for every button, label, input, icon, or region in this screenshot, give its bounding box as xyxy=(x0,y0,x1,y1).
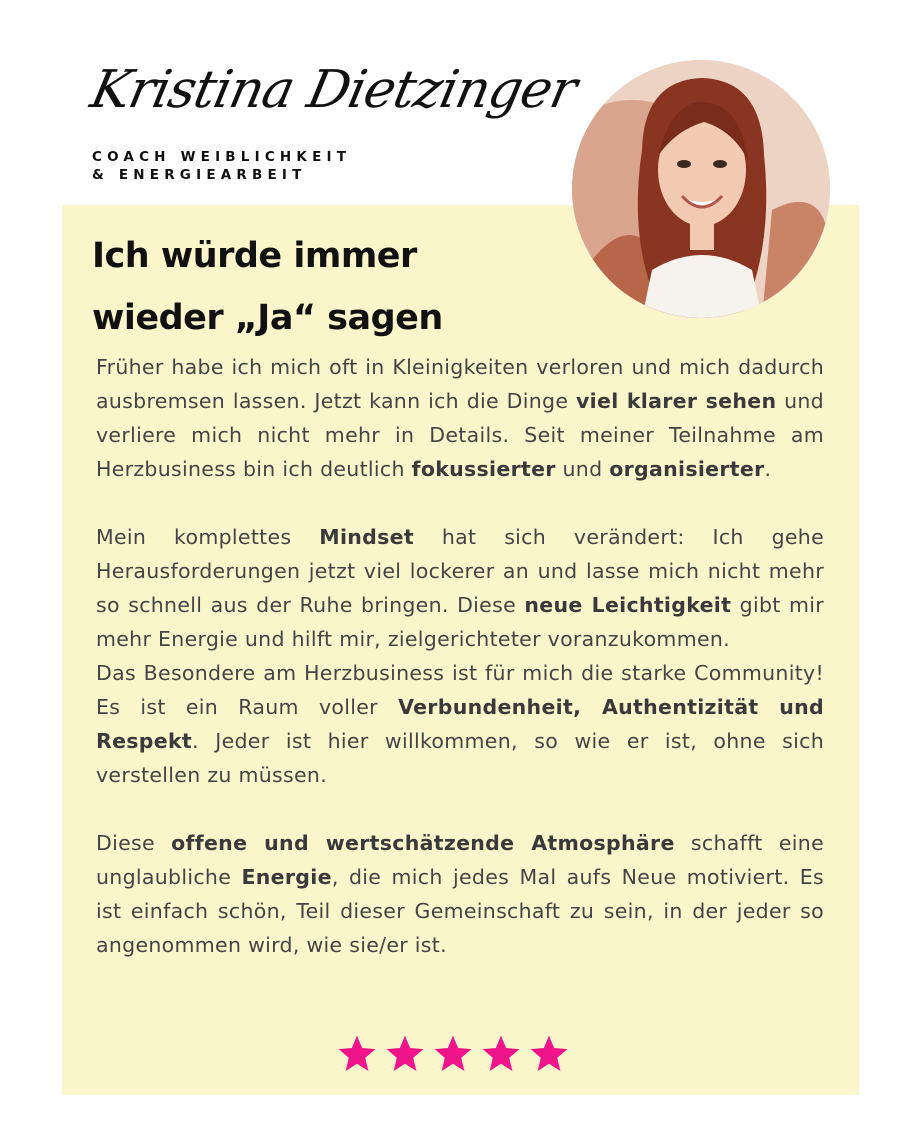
text-segment: . Jeder ist hier willkommen, so wie er ist, ohne sich verstellen zu müssen. xyxy=(96,729,824,787)
text-segment: Diese xyxy=(96,831,172,855)
highlight-text: Mindset xyxy=(319,525,414,549)
text-segment: hat sich verändert: Ich gehe Herausforderungen jetzt viel lockerer an und lasse mich nicht mehr so schnell aus der Ruhe bringen. Diese xyxy=(96,525,824,617)
highlight-text: neue Leichtigkeit xyxy=(524,593,732,617)
star-icon xyxy=(384,1033,426,1075)
brand-tagline xyxy=(92,148,351,184)
star-icon xyxy=(432,1033,474,1075)
star-icon xyxy=(336,1033,378,1075)
paragraph-1 xyxy=(96,350,824,486)
highlight-text: viel klarer sehen xyxy=(576,389,777,413)
paragraph-3 xyxy=(96,656,824,792)
star-icon xyxy=(480,1033,522,1075)
text-segment: Früher habe ich mich oft in Kleinigkeiten verloren und mich dadurch ausbremsen lassen. Jetzt kann ich die Dinge xyxy=(96,355,824,413)
brand-tagline-line1: COACH WEIBLICHKEIT xyxy=(92,149,352,165)
title-line-2: wieder „Ja“ sagen xyxy=(92,298,443,338)
highlight-text: offene und wertschätzende Atmosphäre xyxy=(171,831,675,855)
avatar xyxy=(572,60,830,318)
text-segment: und verliere mich nicht mehr in Details. Seit meiner Teilnahme am Herzbusiness bin ich deutlich xyxy=(96,389,824,481)
highlight-text: Energie xyxy=(241,865,332,889)
testimonial-body xyxy=(96,350,824,962)
star-rating xyxy=(336,1033,576,1077)
testimonial-title xyxy=(92,225,443,349)
brand-name: Kristina Dietzinger xyxy=(85,60,582,120)
paragraph-2 xyxy=(96,520,824,656)
text-segment: . xyxy=(764,457,772,481)
highlight-text: Verbundenheit, Authentizität und Respekt xyxy=(96,695,824,753)
text-segment: , die mich jedes Mal aufs Neue motiviert. Es ist einfach schön, Teil dieser Gemeinschaft zu sein, in der jeder so angenommen wird, wie sie/er ist. xyxy=(96,865,824,957)
highlight-text: fokussierter xyxy=(411,457,556,481)
portrait-photo xyxy=(572,60,830,318)
text-segment: schafft eine unglaubliche xyxy=(96,831,825,889)
text-segment: Das Besondere am Herzbusiness ist für mich die starke Community! Es ist ein Raum voller xyxy=(96,661,824,719)
text-segment: und xyxy=(555,457,610,481)
text-segment: Mein komplettes xyxy=(96,525,320,549)
title-line-1: Ich würde immer xyxy=(92,236,417,276)
brand-logo xyxy=(85,60,612,183)
brand-tagline-line2: & ENERGIEARBEIT xyxy=(92,167,307,183)
text-segment: gibt mir mehr Energie und hilft mir, zielgerichteter voranzukommen. xyxy=(96,593,824,651)
star-icon xyxy=(528,1033,570,1075)
paragraph-4 xyxy=(96,826,824,962)
highlight-text: organisierter xyxy=(609,457,765,481)
